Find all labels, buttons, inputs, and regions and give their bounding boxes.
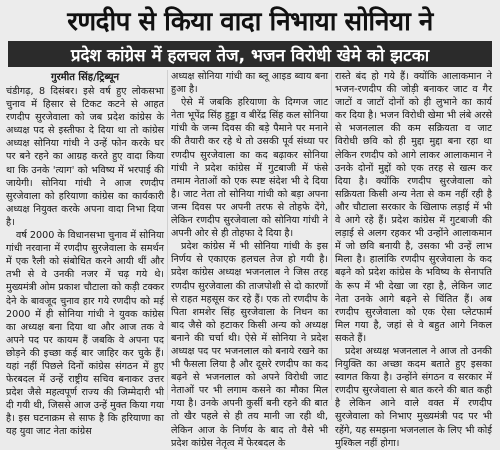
paragraph: ऐसे में जबकि हरियाणा के दिग्गज जाट नेता भूपेंद्र सिंह हुड्डा व बीरेंद्र सिंह कल सोनिया गांधी के जन्म दिवस की बड़े पैमाने पर मनाने की तैयारी कर रहे थे तो उसकी पूर्व संध्या पर रणदीप सुरजेवाला का कद बढ़ाकर सोनिया गांधी ने प्रदेश कांग्रेस में गुटबाजी में फंसे तमाम नेताओं को एक स्पष्ट संदेश भी दे दिया है। जाट नेता तो सोनिया गांधी को बड़ा अपना जन्म दिवस पर अपनी तरफ से तोहफे देंगे, लेकिन रणदीप सुरजेवाला को सोनिया गांधी ने अपनी ओर से ही तोहफा दे दिया है। [171, 97, 328, 240]
paragraph: वर्ष 2000 के विधानसभा चुनाव में सोनिया गांधी नरवाना में रणदीप सुरजेवाला के समर्थन में एक रैली को संबोधित करने आयी थीं और तभी से वे उनकी नजर में चढ़ गये थे। मुख्यमंत्री ओम प्रकाश चौटाला को कड़ी टक्कर देने के बावजूद चुनाव हार गये रणदीप को मई 2000 में ही सोनिया गांधी ने युवक कांग्रेस का अध्यक्ष बना दिया था और आज तक वे अपने पद पर कायम हैं जबकि वे अपना पद छोड़ने की इच्छा कई बार जाहिर कर चुके हैं। यहां नहीं पिछले दिनों कांग्रेस संगठन में हुए फेरबदल में उन्हें राष्ट्रीय सचिव बनाकर उत्तर प्रदेश जैसे महत्वपूर्ण राज्य की जिम्मेदारी भी दी गयी थी, जिससे आज उन्हें मुक्त किया गया है। इस घटनाक्रम से साफ है कि हरियाणा का यह युवा जाट नेता कांग्रेस [6, 230, 165, 438]
paragraph: प्रदेश कांग्रेस में भी सोनिया गांधी के इस निर्णय से एकाएक हलचल तेज हो गयी है। प्रदेश कांग्रेस अध्यक्ष भजनलाल ने जिस तरह रणदीप सुरजेवाला की ताजपोशी से दो कारणों से राहत महसूस कर रहे हैं। एक तो रणदीप के पिता शमशेर सिंह सुरजेवाला के निधन का बाद जैसे को हटाकर किसी अन्य को अध्यक्ष बनाने की चर्चा थी। ऐसे में सोनिया ने प्रदेश अध्यक्ष पद पर भजनलाल को बनाये रखने का भी फैसला लिया है और दूसरे रणदीप का कद बढ़ने से भजनलाल को अपने विरोधी जाट नेताओं पर भी लगाम कसने का मौका मिल गया है। उनके अपनी कुर्सी बनी रहने की बात तो खैर पहले से ही तय मानी जा रही थी, लेकिन आज के निर्णय के बाद तो वैसे भी प्रदेश कांग्रेस नेतृत्व में फेरबदल के [171, 241, 328, 449]
headline: रणदीप से किया वादा निभाया सोनिया ने [67, 7, 433, 37]
article-columns [3, 70, 497, 449]
paragraph: प्रदेश अध्यक्ष भजनलाल ने आज तो उनकी नियुक्ति का अच्छा कदम बताते हुए इसका स्वागत किया है। उन्होंने संगठन व सरकार में रणदीप सुरजेवाला से बात करने की बात कही है लेकिन आने वाले वक्त में रणदीप सुरजेवाला को निभाए मुख्यमंत्री पद पर भी रहेंगे, यह समझना भजनलाल के लिए भी कोई मुश्किल नहीं होगा। [335, 345, 492, 449]
subheadline: प्रदेश कांग्रेस में हलचल तेज, भजन विरोधी खेमे को झटका [70, 45, 430, 66]
paragraph: अध्यक्ष सोनिया गांधी का ब्लू आइड ब्वाय बना हुआ है। [171, 71, 328, 96]
subheadline-bar [8, 41, 492, 67]
article-column-1 [3, 70, 167, 438]
article-column-3 [331, 70, 495, 449]
paragraph: रास्ते बंद हो गये हैं। क्योंकि आलाकमान ने भजन-रणदीप की जोड़ी बनाकर जाट व गैर जाटों व जाटों दोनों को ही लुभाने का कार्य कर दिया है। भजन विरोधी खेमा भी लंबे अरसे से भजनलाल की कम सक्रियता व जाट विरोधी छवि को ही मुद्दा मुद्दा बना रहा था लेकिन रणदीप को आगे लाकर आलाकमान ने उनके दोनों मुद्दों को एक तरह से खत्म कर दिया है। क्योंकि रणदीप सुरजेवाला को सक्रियता किसी अन्य नेता से कम नहीं रही है और चौटाला सरकार के खिलाफ लड़ाई में भी वे आगे रहे हैं। प्रदेश कांग्रेस में गुटबाजी की लड़ाई से अलग रहकर भी उन्होंने आलाकमान में जो छवि बनायी है, उसका भी उन्हें लाभ मिला है। हालांकि रणदीप सुरजेवाला के कद बढ़ने को प्रदेश कांग्रेस के भविष्य के सेनापति के रूप में भी देखा जा रहा है, लेकिन जाट नेता उनके आगे बढ़ने से चिंतित हैं। अब रणदीप सुरजेवाला को एक ऐसा प्लेटफार्म मिल गया है, जहां से वे बहुत आगे निकल सकते हैं। [335, 71, 492, 344]
article-column-2 [167, 70, 331, 449]
paragraph: चंडीगढ़, 8 दिसंबर। इसे वर्ष हुए लोकसभा चुनाव में हिसार से टिकट कटने से आहत रणदीप सुरजेवाला को जब प्रदेश कांग्रेस के अध्यक्ष पद से इस्तीफा दे दिया था तो कांग्रेस अध्यक्ष सोनिया गांधी ने उन्हें फोन करके घर पर बने रहने का आग्रह करते हुए वादा किया था कि उनके 'त्याग' को भविष्य में भरपाई की जायेगी। सोनिया गांधी ने आज रणदीप सुरजेवाला को हरियाणा कांग्रेस का कार्यकारी अध्यक्ष नियुक्त करके अपना वादा निभा दिया है। [6, 86, 164, 228]
byline: गुरमीत सिंह/ट्रिब्यून [50, 72, 120, 83]
